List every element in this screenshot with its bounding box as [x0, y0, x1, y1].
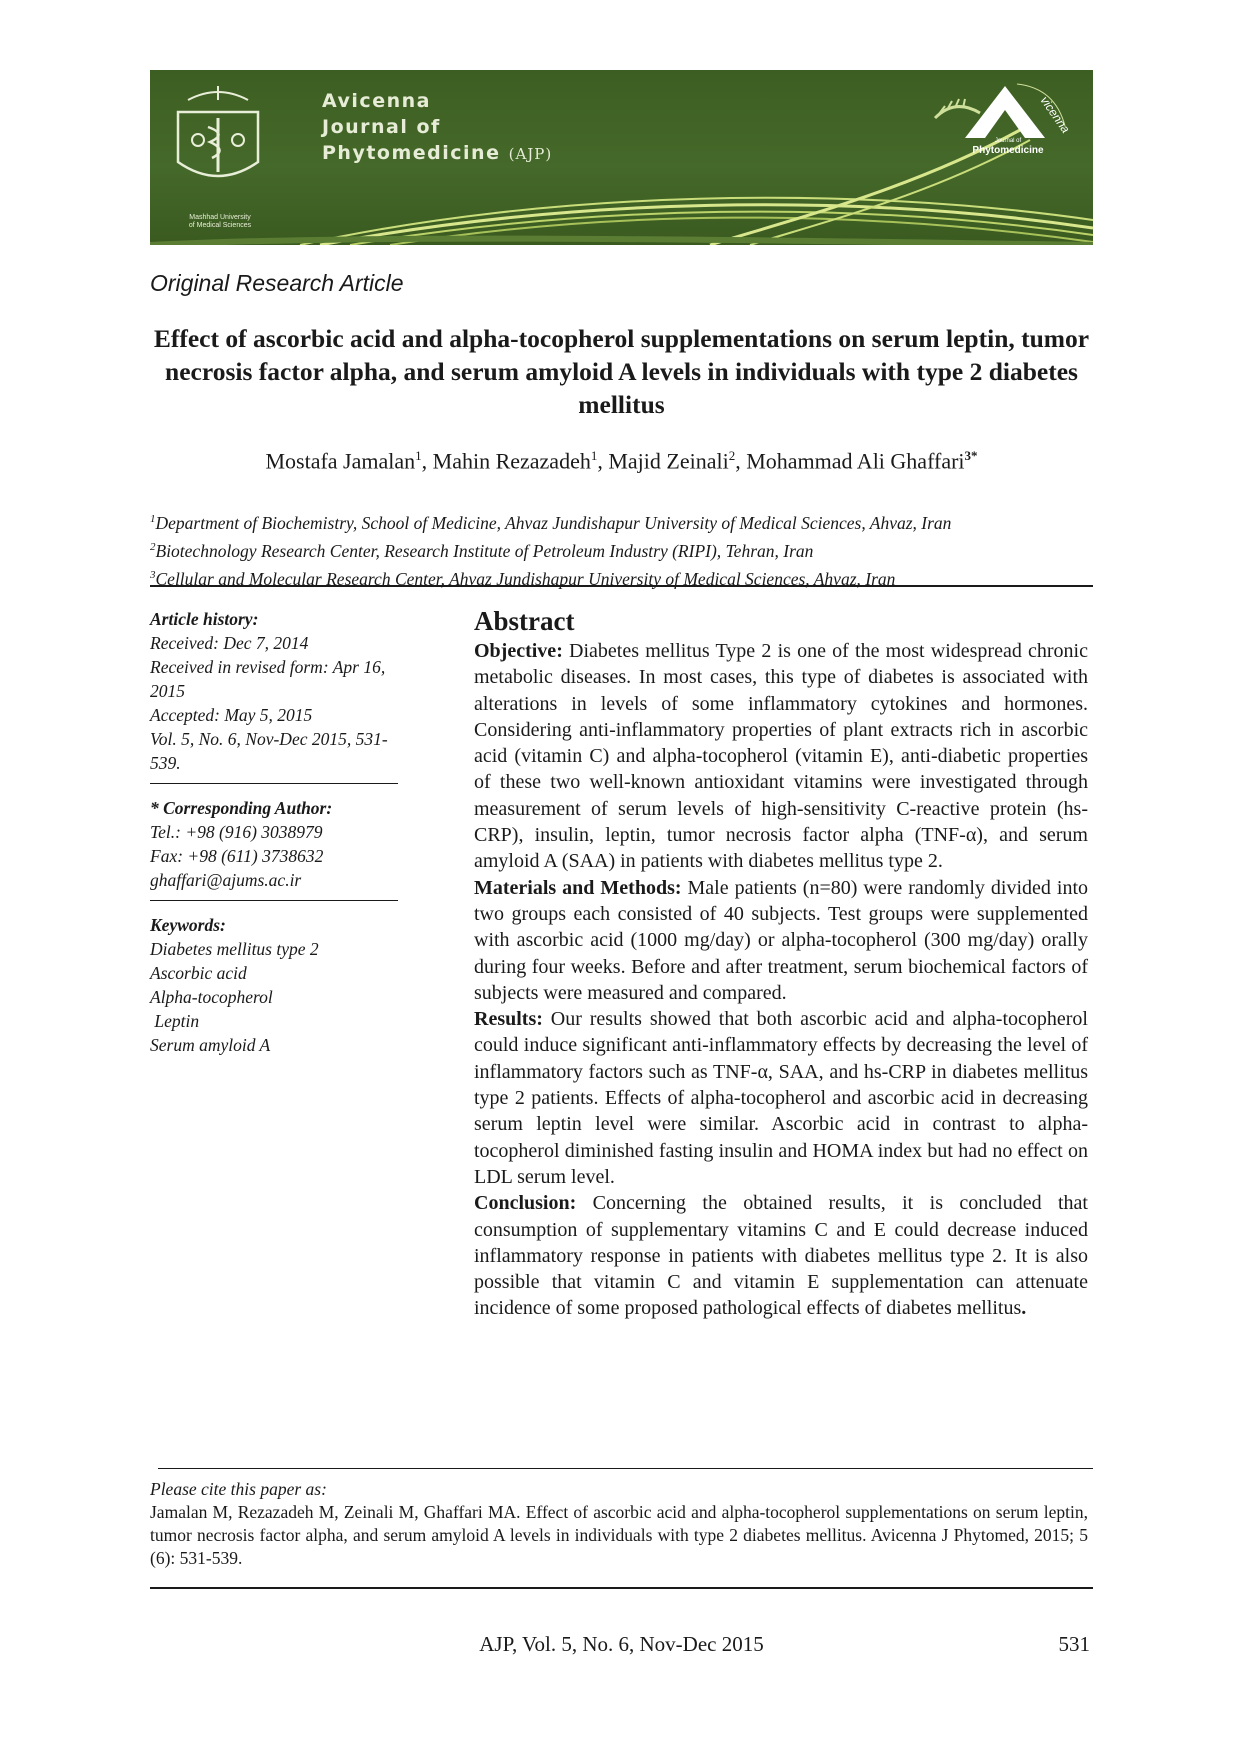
citation-block — [150, 1478, 1088, 1570]
author-fax: Fax: +98 (611) 3738632 — [150, 846, 324, 866]
abstract-methods — [474, 875, 1088, 1006]
citation-divider-top — [158, 1468, 1093, 1469]
author-email[interactable]: ghaffari@ajums.ac.ir — [150, 870, 302, 890]
author-affiliation-mark: 1 — [415, 448, 422, 463]
article-info-sidebar — [150, 607, 415, 1057]
author-name: Mahin Rezazadeh — [432, 448, 591, 474]
affiliation-text: Biotechnology Research Center, Research Institute of Petroleum Industry (RIPI), Tehran, Iran — [155, 540, 814, 561]
keyword: Leptin — [150, 1011, 200, 1031]
abstract-heading: Abstract — [474, 606, 575, 636]
author-tel: Tel.: +98 (916) 3038979 — [150, 822, 323, 842]
conclusion-label: Conclusion: — [474, 1192, 577, 1215]
university-line2: of Medical Sciences — [188, 222, 252, 229]
citation-text: Jamalan M, Rezazadeh M, Zeinali M, Ghaffari MA. Effect of ascorbic acid and alpha-tocopherol supplementations on serum leptin, tumor necrosis factor alpha, and serum amyloid A levels in individuals with type 2 diabetes mellitus. Avicenna J Phytomed, 2015; 5 (6): 531-539. — [150, 1502, 1088, 1568]
methods-text: Male patients (n=80) were randomly divided into two groups each consisted of 40 subjects. Test groups were supplemented with ascorbic acid (1000 mg/day) or alpha-tocopherol (300 mg/day) orally during four weeks. Before and after treatment, serum biochemical factors of subjects were measured and compared. — [474, 876, 1088, 1004]
journal-banner — [150, 70, 1093, 245]
keyword: Serum amyloid A — [150, 1035, 271, 1055]
affiliation-number: 1 — [150, 513, 156, 525]
keywords — [150, 913, 415, 1057]
article-type: Original Research Article — [150, 270, 404, 296]
affiliation-number: 3 — [150, 568, 156, 581]
journal-name-line3-text: Phytomedicine — [322, 142, 501, 164]
objective-text: Diabetes mellitus Type 2 is one of the most widespread chronic metabolic diseases. In most cases, this type of diabetes is associated with alterations in levels of some inflammatory cytokines and hormones. Considering anti-inflammatory properties of plant extracts rich in ascorbic acid (vitamin C) and alpha-tocopherol (vitamin E), anti-diabetic properties of these two well-known antioxidant vitamins were investigated through measurement of serum levels of high-sensitivity C-reactive protein (hs-CRP), insulin, leptin, tumor necrosis factor alpha (TNF-α), and serum amyloid A (SAA) in patients with diabetes mellitus type 2. — [474, 640, 1088, 873]
sidebar-divider — [150, 783, 398, 784]
logo-big-text: Phytomedicine — [972, 145, 1044, 156]
article-history — [150, 607, 415, 775]
page-number: 531 — [1058, 1632, 1090, 1656]
conclusion-end: . — [1021, 1297, 1027, 1320]
journal-name-line1: Avicenna — [322, 90, 431, 112]
volume-info: Vol. 5, No. 6, Nov-Dec 2015, 531-539. — [150, 729, 388, 773]
author-name: Mohammad Ali Ghaffari — [746, 448, 965, 474]
logo-arc-text: vicenna — [1037, 93, 1073, 136]
journal-logo-text — [943, 137, 1073, 156]
journal-name-line3 — [322, 140, 552, 167]
results-text: Our results showed that both ascorbic acid and alpha-tocopherol could induce significant anti-inflammatory effects by decreasing the level of inflammatory factors such as TNF-α, SAA, and hs-CRP in diabetes mellitus type 2 patients. Effects of alpha-tocopherol and ascorbic acid in decreasing serum leptin level were similar. Ascorbic acid in contrast to alpha-tocopherol diminished fasting insulin and HOMA index but had no effect on LDL serum level. — [474, 1008, 1088, 1188]
affiliations — [150, 507, 1093, 590]
author-affiliation-mark: 1 — [590, 448, 598, 463]
article-history-label: Article history: — [150, 609, 259, 629]
objective-label: Objective: — [474, 640, 563, 662]
abstract-conclusion — [474, 1190, 1088, 1321]
received-date: Received: Dec 7, 2014 — [150, 633, 309, 653]
keywords-label: Keywords: — [150, 915, 226, 935]
university-line1: Mashhad University — [189, 214, 251, 221]
university-emblem-icon — [168, 82, 268, 192]
revised-date: Received in revised form: Apr 16, 2015 — [150, 657, 386, 701]
footer-journal-info: AJP, Vol. 5, No. 6, Nov-Dec 2015 — [479, 1632, 764, 1656]
header-divider — [150, 585, 1093, 587]
journal-logo-icon — [925, 78, 1075, 178]
affiliation-text: Department of Biochemistry, School of Medicine, Ahvaz Jundishapur University of Medical Sciences, Ahvaz, Iran — [155, 512, 952, 533]
abstract-results — [474, 1006, 1088, 1190]
affiliation-line — [150, 507, 1093, 535]
university-name — [160, 214, 280, 230]
author-name: Mostafa Jamalan — [265, 448, 416, 474]
accepted-date: Accepted: May 5, 2015 — [150, 705, 313, 725]
journal-name-line2: Journal of — [322, 116, 441, 138]
keyword: Diabetes mellitus type 2 — [150, 939, 319, 959]
corresponding-author-label: * Corresponding Author: — [150, 798, 333, 818]
affiliation-text: Cellular and Molecular Research Center, Ahvaz Jundishapur University of Medical Sciences, Ahvaz, Iran — [155, 568, 896, 589]
methods-label: Materials and Methods: — [474, 876, 682, 899]
results-label: Results: — [474, 1008, 543, 1031]
author-list: Mostafa Jamalan$^1$, Mahin Rezazadeh$^1$, Majid Zeinali$^2$, Mohammad Ali Ghaffari$^{3*}$ — [265, 448, 978, 474]
citation-divider-bottom — [150, 1587, 1093, 1589]
abstract-objective — [474, 638, 1088, 875]
keyword: Alpha-tocopherol — [150, 987, 273, 1007]
conclusion-text: Concerning the obtained results, it is concluded that consumption of supplementary vitamins C and E could decrease induced inflammatory response in patients with diabetes mellitus type 2. It is also possible that vitamin C and vitamin E supplementation can attenuate incidence of some proposed pathological effects of diabetes mellitus — [474, 1192, 1088, 1320]
author-affiliation-mark: 3* — [964, 448, 978, 463]
affiliation-number: 2 — [150, 540, 156, 553]
affiliation-line — [150, 535, 1093, 563]
keyword: Ascorbic acid — [150, 963, 247, 983]
author-affiliation-mark: 2 — [728, 448, 736, 463]
article-title: Effect of ascorbic acid and alpha-tocopherol supplementations on serum leptin, tumor necrosis factor alpha, and serum amyloid A levels in individuals with type 2 diabetes mellitus — [153, 324, 1090, 419]
journal-name — [322, 88, 552, 167]
abstract — [474, 605, 1088, 1322]
corresponding-author — [150, 796, 415, 892]
sidebar-divider — [150, 900, 398, 901]
citation-label: Please cite this paper as: — [150, 1479, 327, 1499]
journal-abbreviation: (AJP) — [508, 145, 553, 163]
logo-small-text: Journal of — [994, 138, 1022, 144]
author-name: Majid Zeinali — [608, 448, 729, 474]
